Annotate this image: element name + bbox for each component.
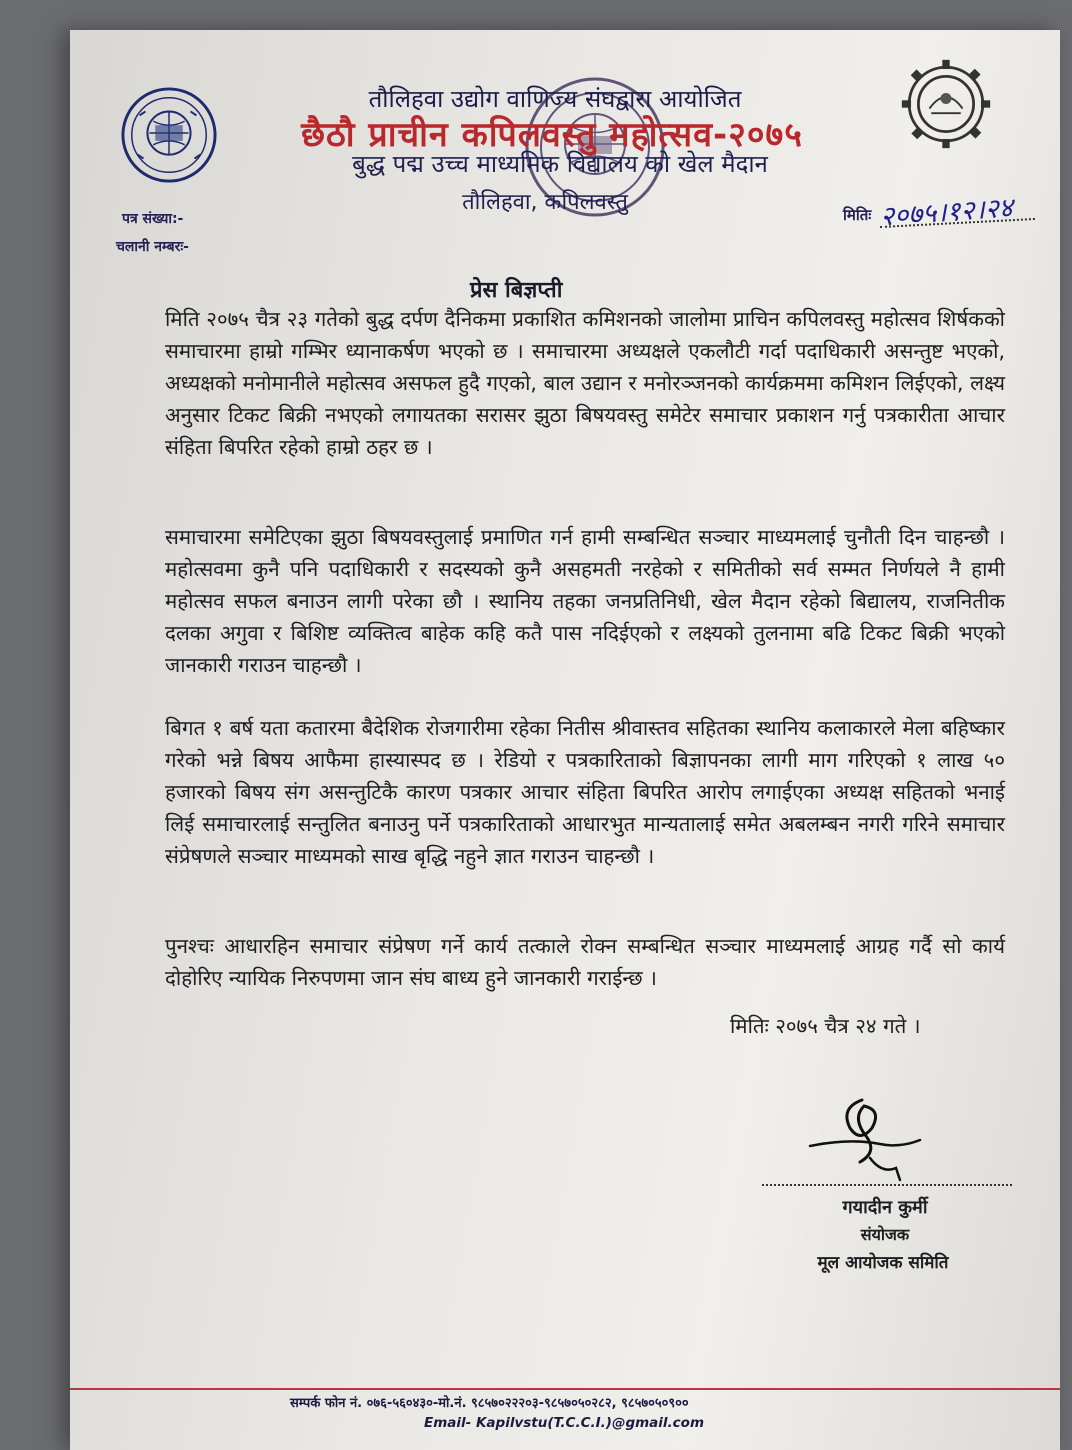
organizer-line: तौलिहवा उद्योग वाणिज्य संघद्वारा आयोजित — [368, 85, 742, 113]
paragraph-4: पुनश्चः आधारहिन समाचार संप्रेषण गर्ने कार्य तत्काले रोक्न सम्बन्धित सञ्चार माध्यमलाई आग्रह गर्दै सो कार्य दोहोरिए न्यायिक निरुपणमा जान संघ बाध्य हुने जानकारी गराईन्छ । — [165, 934, 1005, 990]
gear-seal-icon — [900, 58, 992, 150]
paragraph-1: मिति २०७५ चैत्र २३ गतेको बुद्ध दर्पण दैनिकमा प्रकाशित कमिशनको जालोमा प्राचिन कपिलवस्तु महोत्सव शिर्षकको समाचारमा हाम्रो गम्भिर ध्यानाकर्षण भएको छ । समाचारमा अध्यक्षले एकलौटी गर्दा पदाधिकारी असन्तुष्ट भएको, अध्यक्षको मनोमानीले महोत्सव असफल हुदै गएको, बाल उद्यान र मनोरञ्जनको कार्यक्रममा कमिशन लिईएको, लक्ष्य अनुसार टिकट बिक्री नभएको लगायतका सरासर झुठा बिषयवस्तु समेटेर समाचार प्रकाशन गर्नु पत्रकारीता आचार संहिता बिपरित रहेको हाम्रो ठहर छ । — [165, 307, 1005, 459]
signer-role: संयोजक — [860, 1225, 910, 1244]
closing-date: मितिः २०७५ चैत्र २४ गते । — [730, 1014, 921, 1038]
reference-number-label: पत्र संख्या:- — [122, 211, 184, 227]
venue-line: बुद्ध पद्म उच्च माध्यमिक विद्यालय को खेल मैदान — [352, 150, 768, 178]
paragraph-3: बिगत १ बर्ष यता कतारमा बैदेशिक रोजगारीमा रहेका नितीस श्रीवास्तव सहितका स्थानिय कलाकारले मेला बहिष्कार गरेको भन्ने बिषय आफैमा हास्यास्पद छ । रेडियो र पत्रकारिताको बिज्ञापनका लागी माग गरिएको १ लाख ५० हजारको बिषय संग असन्तुटिकै कारण पत्रकार आचार संहिता बिपरित आरोप लगाईएका अध्यक्ष सहितको भनाई लिई समाचारलाई सन्तुलित बनाउनु पर्ने पत्रकारिताको आधारभुत मान्यतालाई समेत अबलम्बन नगरी गरिने समाचार संप्रेषणले सञ्चार माध्यमको साख बृद्धि नहुने ज्ञात गराउन चाहन्छौ । — [165, 716, 1005, 868]
signature-line — [762, 1184, 1012, 1186]
paragraph-2: समाचारमा समेटिएका झुठा बिषयवस्तुलाई प्रमाणित गर्न हामी सम्बन्धित सञ्चार माध्यमलाई चुनौती दिन चाहन्छौ । महोत्सवमा कुनै पनि पदाधिकारी र सदस्यको कुनै असहमती नरहेको र समितीको सर्व सम्मत निर्णयले नै हामी महोत्सव सफल बनाउन लागी परेका छौ । स्थानिय तहका जनप्रतिनिधी, खेल मैदान रहेको बिद्यालय, राजनितीक दलका अगुवा र बिशिष्ट व्यक्तित्व बाहेक कहि कतै पास नदिईएको र लक्ष्यको तुलनामा बढि टिकट बिक्री भएको जानकारी गराउन चाहन्छौ । — [165, 525, 1005, 677]
press-release-heading: प्रेस बिज्ञप्ती — [470, 278, 563, 303]
date-label: मितिः — [843, 206, 872, 224]
signer-committee: मूल आयोजक समिति — [817, 1253, 949, 1273]
footer-email: Email- Kapilvstu(T.C.C.I.)@gmail.com — [424, 1415, 705, 1431]
dispatch-number-label: चलानी नम्बरः- — [116, 239, 189, 255]
signature-mark — [800, 1088, 930, 1188]
seal-icon — [120, 86, 218, 184]
place-line: तौलिहवा, कपिलवस्तु — [462, 190, 628, 215]
handwritten-date: २०७५।१२।२४ — [879, 192, 1014, 233]
footer-phone: सम्पर्क फोन नं. ०७६-५६०४३०-मो.नं. ९८५७०२२२०३-९८५७०५०२८२, ९८५७०५०९०० — [290, 1396, 689, 1411]
signer-name: गयादीन कुर्मी — [842, 1197, 928, 1218]
event-title: छैठौ प्राचीन कपिलवस्तु महोत्सव-२०७५ — [301, 115, 803, 155]
footer-rule — [70, 1388, 1060, 1390]
